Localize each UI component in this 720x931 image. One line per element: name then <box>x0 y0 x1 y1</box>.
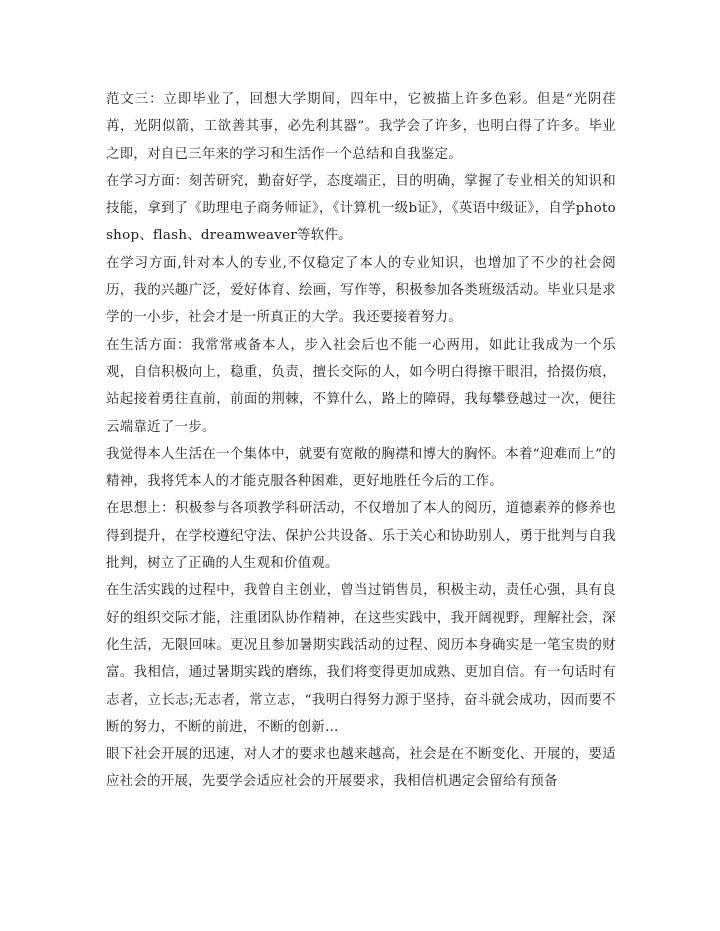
paragraph: 在学习方面,针对本人的专业,不仅稳定了本人的专业知识，也增加了不少的社会阅历，我的兴趣广泛，爱好体育、绘画，写作等，积极参加各类班级活动。毕业只是求学的一小步，社会才是一所真正的大学。我还要接着努力。 <box>106 255 616 326</box>
paragraph: 在生活实践的过程中，我曾自主创业，曾当过销售员，积极主动，责任心强，具有良好的组织交际才能，注重团队协作精神，在这些实践中，我开阔视野，理解社会，深化生活，无限回味。更况且参加暑期实践活动的过程、阅历本身确实是一笔宝贵的财富。我相信，通过暑期实践的磨练，我们将变得更加成熟、更加自信。有一句话时有志者，立长志;无志者，常立志，“我明白得努力源于坚持，奋斗就会成功，因而要不断的努力，不断的前进，不断的创新… <box>106 583 616 735</box>
paragraph: 我觉得本人生活在一个集体中，就要有宽敞的胸襟和博大的胸怀。本着“迎难而上”的精神，我将凭本人的才能克服各种困难，更好地胜任今后的工作。 <box>106 446 616 490</box>
paragraph: 在学习方面：刻苦研究，勤奋好学，态度端正，目的明确，掌握了专业相关的知识和技能，拿到了《助理电子商务师证》，《计算机一级b证》，《英语中级证》，自学photoshop、flash、dreamweaver等软件。 <box>106 173 616 244</box>
document-body <box>106 86 616 796</box>
paragraph: 眼下社会开展的迅速，对人才的要求也越来越高，社会是在不断变化、开展的，要适应社会的开展，先要学会适应社会的开展要求，我相信机遇定会留给有预备 <box>106 747 616 790</box>
paragraph: 范文三：立即毕业了，回想大学期间，四年中，它被描上许多色彩。但是“光阴荏苒，光阴似箭，工欲善其事，必先利其器”。我学会了许多，也明白得了许多。毕业之即，对自已三年来的学习和生活作一个总结和自我鉴定。 <box>106 92 616 162</box>
paragraph: 在思想上：积极参与各项教学科研活动，不仅增加了本人的阅历，道德素养的修养也得到提升，在学校遵纪守法、保护公共设备、乐于关心和协助别人，勇于批判与自我批判，树立了正确的人生观和价值观。 <box>106 501 616 572</box>
paragraph: 在生活方面：我常常戒备本人，步入社会后也不能一心两用，如此让我成为一个乐观，自信积极向上，稳重，负责，擅长交际的人，如今明白得擦干眼泪，拾掇伤痕，站起接着勇往直前，前面的荆棘，不算什么，路上的障碍，我每攀登越过一次，便往云端靠近了一步。 <box>106 337 616 435</box>
